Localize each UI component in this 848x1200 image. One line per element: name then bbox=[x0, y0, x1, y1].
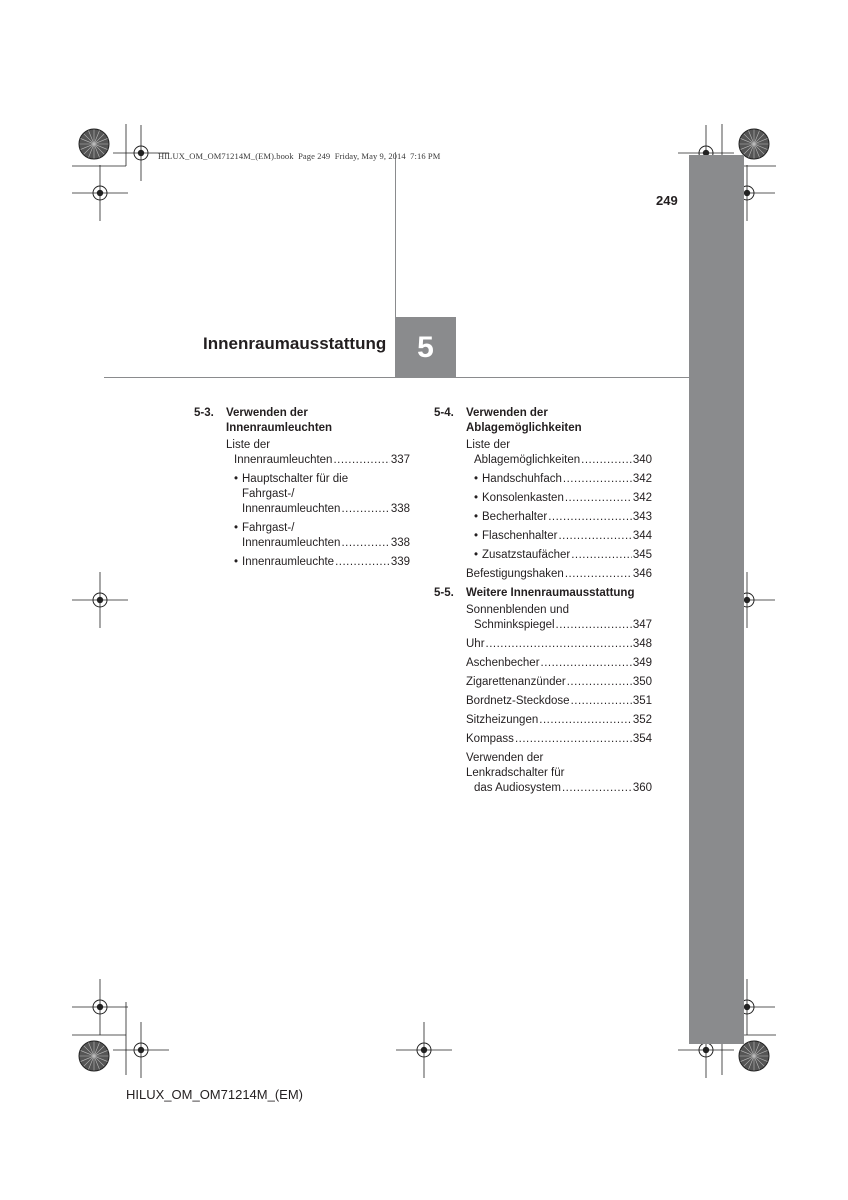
toc-entry-leader-line bbox=[466, 732, 652, 747]
toc-entry-text: Schminkspiegel bbox=[474, 619, 555, 631]
section-title: Innenraumleuchten bbox=[226, 422, 333, 434]
bullet-icon: • bbox=[474, 473, 479, 485]
toc-page-number: 360 bbox=[632, 782, 652, 794]
leader-dots bbox=[548, 510, 632, 525]
toc-page-number: 346 bbox=[632, 568, 652, 580]
toc-entry bbox=[434, 472, 652, 487]
toc-entry bbox=[434, 751, 652, 796]
toc-entry-leader-line bbox=[242, 555, 410, 570]
toc-entry-text: Bordnetz-Steckdose bbox=[466, 695, 570, 707]
toc-right-column bbox=[434, 406, 652, 800]
toc-entry bbox=[434, 675, 652, 690]
toc-entry-line: Sonnenblenden und bbox=[466, 604, 569, 616]
leader-dots bbox=[341, 536, 389, 551]
toc-entry-leader-line bbox=[242, 502, 410, 517]
section-title: Verwenden der bbox=[466, 407, 548, 419]
leader-dots bbox=[571, 548, 632, 563]
toc-entry-leader-line bbox=[482, 491, 652, 506]
toc-entry bbox=[434, 603, 652, 633]
toc-entry-leader-line bbox=[466, 675, 652, 690]
toc-entry bbox=[434, 637, 652, 652]
toc-entry bbox=[194, 438, 410, 468]
toc-entry-text: Uhr bbox=[466, 638, 485, 650]
leader-dots bbox=[565, 567, 632, 582]
toc-entry-leader-line bbox=[226, 453, 410, 468]
bullet-icon: • bbox=[474, 492, 479, 504]
leader-dots bbox=[486, 637, 632, 652]
toc-entry-line: Hauptschalter für die bbox=[242, 473, 349, 485]
toc-page-number: 342 bbox=[632, 473, 652, 485]
toc-entry-leader-line bbox=[242, 536, 410, 551]
toc-entry bbox=[434, 694, 652, 709]
leader-dots bbox=[515, 732, 632, 747]
toc-page-number: 337 bbox=[390, 454, 410, 466]
toc-entry bbox=[434, 510, 652, 525]
chapter-title: Innenraumausstattung bbox=[203, 334, 387, 353]
toc-page-number: 338 bbox=[390, 537, 410, 549]
toc-page-number: 349 bbox=[632, 657, 652, 669]
toc-page-number: 340 bbox=[632, 454, 652, 466]
leader-dots bbox=[556, 618, 632, 633]
toc-page-number: 339 bbox=[390, 556, 410, 568]
toc-left-column bbox=[194, 406, 410, 574]
toc-entry-line: Verwenden der bbox=[466, 752, 544, 764]
toc-page-number: 344 bbox=[632, 530, 652, 542]
chapter-side-tab bbox=[689, 155, 744, 1044]
toc-entry-text: Innenraumleuchten bbox=[242, 503, 341, 515]
toc-entry-leader-line bbox=[466, 637, 652, 652]
toc-page-number: 347 bbox=[632, 619, 652, 631]
toc-entry-leader-line bbox=[482, 472, 652, 487]
toc-entry-leader-line bbox=[466, 453, 652, 468]
leader-dots bbox=[571, 694, 632, 709]
bullet-icon: • bbox=[234, 522, 239, 534]
chapter-number-box bbox=[395, 317, 456, 378]
leader-dots bbox=[567, 675, 632, 690]
leader-dots bbox=[565, 491, 632, 506]
toc-entry-text: Konsolenkasten bbox=[482, 492, 564, 504]
footer-document-code: HILUX_OM_OM71214M_(EM) bbox=[126, 1087, 303, 1102]
leader-dots bbox=[558, 529, 631, 544]
toc-entry-leader-line bbox=[466, 713, 652, 728]
section-heading bbox=[434, 406, 652, 436]
section-title: Verwenden der bbox=[226, 407, 308, 419]
page-number: 249 bbox=[656, 193, 678, 208]
section-heading bbox=[434, 586, 652, 601]
toc-page-number: 338 bbox=[390, 503, 410, 515]
section-number: 5-3. bbox=[194, 407, 214, 419]
toc-entry bbox=[434, 438, 652, 468]
toc-page-number: 343 bbox=[632, 511, 652, 523]
toc-entry-text: Kompass bbox=[466, 733, 514, 745]
leader-dots bbox=[333, 453, 389, 468]
toc-entry-line: Lenkradschalter für bbox=[466, 767, 565, 779]
toc-entry bbox=[434, 656, 652, 671]
leader-dots bbox=[581, 453, 632, 468]
bullet-icon: • bbox=[474, 530, 479, 542]
toc-entry bbox=[434, 548, 652, 563]
toc-entry-leader-line bbox=[466, 694, 652, 709]
toc-entry-text: das Audiosystem bbox=[474, 782, 561, 794]
toc-entry-text: Flaschenhalter bbox=[482, 530, 558, 542]
toc-page-number: 348 bbox=[632, 638, 652, 650]
toc-entry bbox=[434, 491, 652, 506]
toc-entry-text: Becherhalter bbox=[482, 511, 548, 523]
toc-entry-line: Liste der bbox=[466, 439, 511, 451]
toc-page-number: 351 bbox=[632, 695, 652, 707]
toc-page-number: 352 bbox=[632, 714, 652, 726]
toc-entry bbox=[434, 529, 652, 544]
bullet-icon: • bbox=[234, 473, 239, 485]
toc-entry-text: Zusatzstaufächer bbox=[482, 549, 571, 561]
section-title: Ablagemöglichkeiten bbox=[466, 422, 582, 434]
toc-entry bbox=[194, 555, 410, 570]
chapter-divider bbox=[104, 377, 689, 378]
leader-dots bbox=[539, 713, 632, 728]
bullet-icon: • bbox=[474, 549, 479, 561]
toc-page-number: 350 bbox=[632, 676, 652, 688]
toc-entry-line: Fahrgast-/ bbox=[242, 522, 295, 534]
divider bbox=[395, 152, 396, 317]
toc-entry bbox=[434, 567, 652, 582]
leader-dots bbox=[335, 555, 390, 570]
toc-entry-text: Ablagemöglichkeiten bbox=[474, 454, 581, 466]
toc-entry-text: Innenraumleuchten bbox=[234, 454, 333, 466]
toc-entry-text: Aschenbecher bbox=[466, 657, 540, 669]
toc-entry-leader-line bbox=[466, 781, 652, 796]
section-number: 5-5. bbox=[434, 587, 454, 599]
toc-entry-leader-line bbox=[482, 510, 652, 525]
bullet-icon: • bbox=[474, 511, 479, 523]
toc-entry bbox=[434, 732, 652, 747]
section-heading bbox=[194, 406, 410, 436]
toc-entry-text: Innenraumleuchten bbox=[242, 537, 341, 549]
toc-entry-leader-line bbox=[466, 618, 652, 633]
toc-page-number: 354 bbox=[632, 733, 652, 745]
toc-entry-text: Befestigungshaken bbox=[466, 568, 564, 580]
toc-entry-leader-line bbox=[466, 567, 652, 582]
section-title: Weitere Innenraumausstattung bbox=[466, 587, 635, 599]
chapter-number: 5 bbox=[417, 330, 434, 364]
toc-entry bbox=[194, 521, 410, 551]
toc-page-number: 342 bbox=[632, 492, 652, 504]
toc-entry-text: Sitzheizungen bbox=[466, 714, 539, 726]
toc-entry-leader-line bbox=[482, 529, 652, 544]
leader-dots bbox=[541, 656, 632, 671]
toc-entry bbox=[194, 472, 410, 517]
toc-entry-leader-line bbox=[482, 548, 652, 563]
toc-entry-text: Zigarettenanzünder bbox=[466, 676, 566, 688]
bullet-icon: • bbox=[234, 556, 239, 568]
toc-entry bbox=[434, 713, 652, 728]
toc-page-number: 345 bbox=[632, 549, 652, 561]
file-header: HILUX_OM_OM71214M_(EM).book Page 249 Friday, May 9, 2014 7:16 PM bbox=[158, 151, 441, 161]
leader-dots bbox=[563, 472, 632, 487]
leader-dots bbox=[341, 502, 389, 517]
toc-entry-line: Liste der bbox=[226, 439, 271, 451]
toc-entry-text: Handschuhfach bbox=[482, 473, 562, 485]
leader-dots bbox=[562, 781, 632, 796]
toc-entry-line: Fahrgast-/ bbox=[242, 488, 295, 500]
section-number: 5-4. bbox=[434, 407, 454, 419]
toc-entry-leader-line bbox=[466, 656, 652, 671]
toc-entry-text: Innenraumleuchte bbox=[242, 556, 335, 568]
